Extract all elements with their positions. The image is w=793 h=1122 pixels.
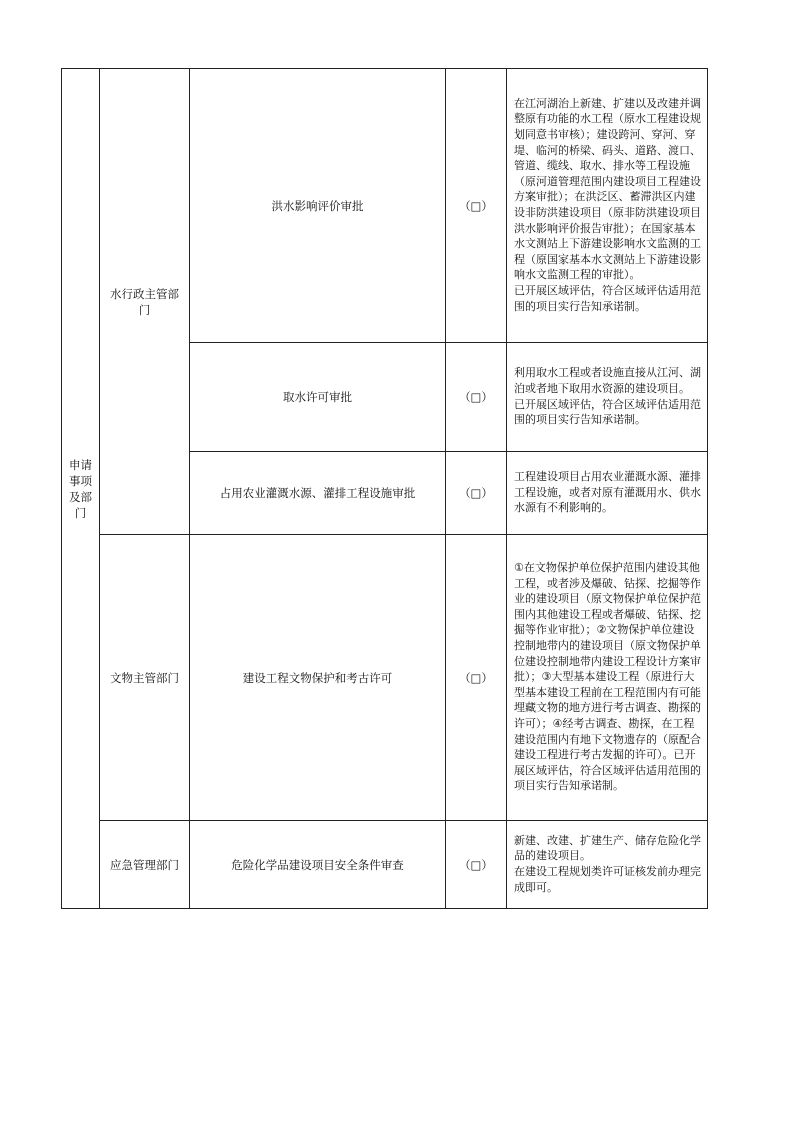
checkbox-cell[interactable] xyxy=(446,535,507,821)
checkbox-cell[interactable] xyxy=(446,821,507,909)
note-cell xyxy=(507,452,708,535)
dept-label: 文物主管部门 xyxy=(110,670,179,685)
item-cell xyxy=(190,821,446,909)
item-cell xyxy=(190,69,446,343)
note-text: 新建、改建、扩建生产、储存危险化学品的建设项目。 xyxy=(514,833,701,863)
checkbox-cell[interactable] xyxy=(446,452,507,535)
category-label: 申请事项及部门 xyxy=(69,457,92,520)
item-label: 占用农业灌溉水源、灌排工程设施审批 xyxy=(219,486,416,500)
item-label: 危险化学品建设项目安全条件审查 xyxy=(231,857,404,872)
note-text: 利用取水工程或者设施直接从江河、湖泊或者地下取用水资源的建设项目。 xyxy=(514,366,701,395)
dept-label: 应急管理部门 xyxy=(110,857,179,872)
dept-cell-cultural xyxy=(100,535,190,821)
note-text: 在建设工程规划类许可证核发前办理完成即可。 xyxy=(514,865,701,894)
item-cell xyxy=(190,452,446,535)
note-cell xyxy=(507,821,708,909)
checkbox-cell[interactable] xyxy=(446,343,507,452)
dept-cell-water xyxy=(100,69,190,535)
checkbox-mark[interactable]: （□） xyxy=(459,390,493,404)
checkbox-cell[interactable] xyxy=(446,69,507,343)
item-label: 洪水影响评价审批 xyxy=(271,198,364,213)
item-label: 取水许可审批 xyxy=(283,390,352,404)
note-text: ①在文物保护单位保护范围内建设其他工程，或者涉及爆破、钻探、挖掘等作业的建设项目（原文物保护单位保护范围内其他建设工程或者爆破、钻探、挖掘等作业审批）；②文物保护单位建设控制地带内的建设项目（原文物保护单位建设控制地带内建设工程设计方案审批）；③大型基本建设工程（原进行大型基本建设工程前在工程范围内有可能埋藏文物的地方进行考古调查、勘探的许可）；④经考古调查、勘探，在工程建设范围内有地下文物遗存的（原配合建设工程进行考古发掘的许可）。已开展区域评估，符合区域评估适用范围的项目实行告知承诺制。 xyxy=(514,561,701,793)
checkbox-mark[interactable]: （□） xyxy=(459,670,493,685)
checkbox-mark[interactable]: （□） xyxy=(459,857,493,872)
note-text: 工程建设项目占用农业灌溉水源、灌排工程设施，或者对原有灌溉用水、供水水源有不利影响的。 xyxy=(514,470,701,515)
item-cell xyxy=(190,343,446,452)
category-cell xyxy=(62,69,100,909)
note-cell xyxy=(507,535,708,821)
dept-label: 水行政主管部门 xyxy=(110,286,179,317)
note-cell xyxy=(507,69,708,343)
item-cell xyxy=(190,535,446,821)
note-text: 已开展区域评估，符合区域评估适用范围的项目实行告知承诺制。 xyxy=(514,283,701,313)
note-text: 已开展区域评估，符合区域评估适用范围的项目实行告知承诺制。 xyxy=(514,397,701,427)
dept-cell-emergency xyxy=(100,821,190,909)
note-text: 在江河湖治上新建、扩建以及改建并调整原有功能的水工程（原水工程建设规划同意书审核）；建设跨河、穿河、穿堤、临河的桥梁、码头、道路、渡口、管道、缆线、取水、排水等工程设施（原河道管理范围内建设项目工程建设方案审批）；在洪泛区、蓄滞洪区内建设非防洪建设项目（原非防洪建设项目洪水影响评价报告审批）；在国家基本水文测站上下游建设影响水文监测的工程（原国家基本水文测站上下游建设影响水文监测工程的审批）。 xyxy=(514,96,701,282)
item-label: 建设工程文物保护和考古许可 xyxy=(242,670,393,685)
checkbox-mark[interactable]: （□） xyxy=(459,198,493,213)
note-cell xyxy=(507,343,708,452)
approval-items-table xyxy=(61,68,708,909)
checkbox-mark[interactable]: （□） xyxy=(459,486,493,500)
